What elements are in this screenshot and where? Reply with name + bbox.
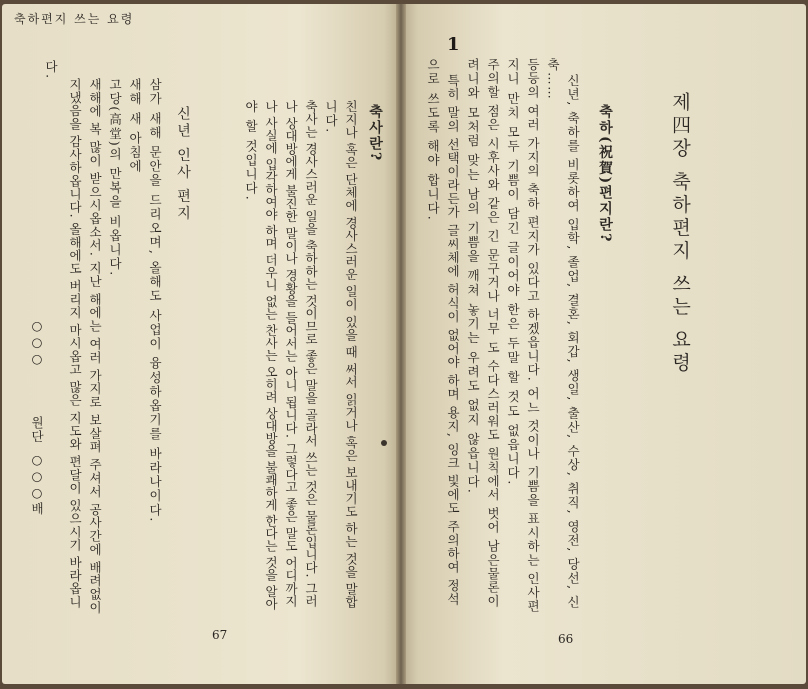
letter-line: 지냈음을 감사하옵니다. 올해에도 버리지 마시옵고 많은 지도와 편달이 있으시기 바라옵니 — [67, 78, 83, 609]
left-paragraph: 나 상대방에게 불진한 말이나 경황을 들어서는 아니 됩니다. 그렇다고 좋은 말도 어디까지 — [283, 100, 299, 608]
left-section-title: 축사란? — [367, 104, 383, 163]
right-section-title: 축하(祝賀)편지란? — [597, 104, 613, 244]
left-paragraph: 축사는 경사스러운 일을 축하하는 것이므로 좋은 말을 골라서 쓰는 것은 물론입니다. 그러 — [303, 100, 319, 608]
ink-smudge — [381, 440, 387, 446]
book-gutter — [396, 4, 406, 684]
left-page — [2, 4, 400, 684]
chapter-title: 제四장 축하편지 쓰는 요령 — [669, 92, 691, 376]
left-paragraph: 친지나 혹은 단체에 경사스러운 일이 있을 때 써서 읽거나 혹은 보내기도 하는 것을 말합 — [343, 100, 359, 609]
signature-date: 원단 — [29, 416, 45, 445]
right-paragraph: 으로 쓰도록 해야 합니다. — [425, 58, 441, 222]
right-paragraph: 신년, 축하를 비롯하여 입학, 졸업, 결혼, 회갑, 생일, 출산, 수상, 취직, 영전, 당선, 신 — [565, 74, 581, 610]
letter-line: 새해에 복 많이 받으시옵소서. 지난 해에는 여러 가지로 보살펴 주셔서 공사간에 배려없이 — [87, 78, 103, 615]
page-number: 66 — [558, 632, 574, 646]
left-paragraph: 나 사실에 입각하여야 하며 더우니 없는 찬사는 오히려 상대방을 불쾌하게 한다는 것을 알아 — [263, 100, 279, 611]
right-paragraph: 특히 말의 선택이라든가 글씨체에 허식이 없어야 하며 용지, 잉크 빛에도 주의하여 정석 — [445, 74, 461, 607]
right-paragraph: 려니와 모처럼 맞는 남의 기쁨을 깨쳐 놓기는 우려도 없지 않읍니다. — [465, 58, 481, 495]
letter-line: 새해 새 아침에 — [127, 78, 143, 174]
right-paragraph: 주의할 점은 시후사와 같은 긴 문구거나 너무 도 수다스러워도 원칙에서 벗어 남은물론이 — [485, 58, 501, 609]
right-paragraph: 지니 만치 모두 기쁨이 담긴 글이어야 한은 두말 할 것도 없읍니다. — [505, 58, 521, 486]
signature-name: ○○○ — [29, 318, 45, 368]
signature-name: ○○○배 — [29, 452, 45, 516]
left-paragraph: 야 할 것입니다. — [243, 100, 259, 202]
right-paragraph: 등등의 여러 가지의 축하 편지가 있다고 하겠읍니다. 어느 것이나 기쁨을 표시하는 인사편 — [525, 58, 541, 614]
letter-line: 다. — [43, 60, 59, 80]
letter-line: 고당(高堂)의 만복을 비옵니다. — [107, 78, 123, 277]
handwritten-mark: 1 — [447, 34, 460, 55]
page-number: 67 — [212, 628, 228, 642]
right-paragraph: 축…… — [545, 58, 561, 101]
letter-title: 신년 인사 편지 — [175, 106, 191, 223]
letter-line: 삼가 새해 문안을 드리오며, 올해도 사업이 융성하옵기를 바라나이다. — [147, 78, 163, 523]
left-paragraph: 니다. — [323, 100, 339, 134]
running-head: 축하편지 쓰는 요령 — [14, 12, 135, 26]
